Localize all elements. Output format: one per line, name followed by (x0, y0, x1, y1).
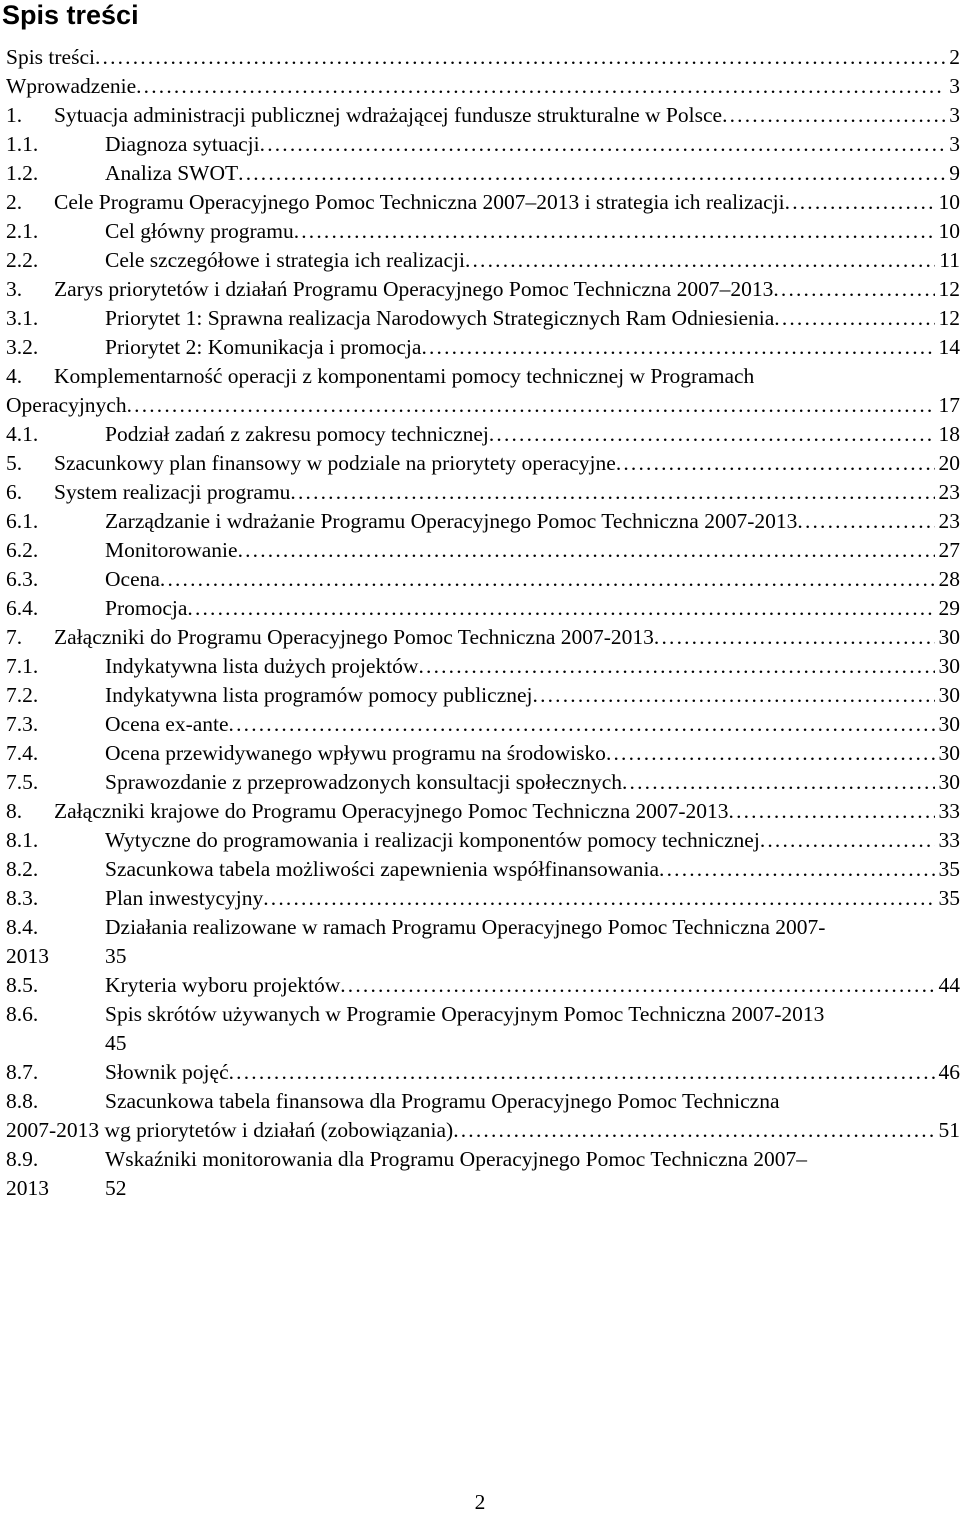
toc-entry-title: Cel główny programu (105, 219, 294, 243)
toc-entry-line (6, 333, 960, 362)
toc-entry-title: Wytyczne do programowania i realizacji komponentów pomocy technicznej (105, 828, 760, 852)
toc-leader-dots (616, 449, 935, 478)
toc-entry[interactable] (6, 333, 960, 362)
toc-entry[interactable] (6, 710, 960, 739)
toc-entry-page: 33 (938, 799, 960, 823)
toc-entry-title-continued: Operacyjnych (6, 393, 127, 417)
toc-entry-line (6, 536, 960, 565)
toc-entry-line (6, 275, 960, 304)
toc-entry-line (6, 710, 960, 739)
toc-leader-dots (294, 217, 935, 246)
toc-entry-line (6, 884, 960, 913)
toc-entry-title-continued: 2007-2013 wg priorytetów i działań (zobowiązania) (6, 1118, 454, 1142)
toc-leader-dots (421, 333, 934, 362)
toc-entry-title: Monitorowanie (105, 538, 238, 562)
toc-entry-line (6, 594, 960, 623)
toc-entry-title: Priorytet 1: Sprawna realizacja Narodowych Strategicznych Ram Odniesienia (105, 306, 775, 330)
toc-entry-line (6, 826, 960, 855)
toc-entry[interactable] (6, 652, 960, 681)
toc-entry-line (6, 913, 960, 942)
toc-entry-title: Szacunkowa tabela możliwości zapewnienia współfinansowania (105, 857, 660, 881)
toc-leader-dots (774, 304, 934, 333)
toc-entry-page: 18 (938, 422, 960, 446)
toc-entry-title: Załączniki do Programu Operacyjnego Pomoc Techniczna 2007-2013 (54, 625, 654, 649)
toc-entry-title: Załączniki krajowe do Programu Operacyjnego Pomoc Techniczna 2007-2013 (54, 799, 729, 823)
toc-entry-page: 12 (938, 306, 960, 330)
toc-entry-line (6, 362, 960, 391)
toc-entry-page: 23 (938, 509, 960, 533)
toc-entry-page: 20 (938, 451, 960, 475)
toc-entry-page: 30 (938, 741, 960, 765)
toc-entry-number: 1.1. (6, 132, 39, 156)
toc-leader-dots (489, 420, 935, 449)
toc-entry-title: Ocena ex-ante (105, 712, 229, 736)
toc-entry-page: 17 (938, 393, 960, 417)
toc-entry-continuation (6, 942, 960, 971)
toc-entry[interactable] (6, 159, 960, 188)
toc-entry-title-continued: 2013 (6, 1176, 49, 1200)
toc-entry-number: 7.5. (6, 770, 39, 794)
toc-entry-page: 52 (105, 1176, 127, 1200)
toc-leader-dots (238, 536, 935, 565)
toc-entry[interactable] (6, 797, 960, 826)
toc-entry-title: Cele Programu Operacyjnego Pomoc Techniczna 2007–2013 i strategia ich realizacji (54, 190, 785, 214)
toc-entry-title: Zarys priorytetów i działań Programu Operacyjnego Pomoc Techniczna 2007–2013 (54, 277, 774, 301)
toc-entry[interactable] (6, 913, 960, 971)
toc-entry-page: 30 (938, 770, 960, 794)
toc-entry[interactable] (6, 507, 960, 536)
toc-leader-dots (418, 652, 934, 681)
toc-entry-title: Wprowadzenie (6, 74, 137, 98)
toc-leader-dots (238, 159, 945, 188)
toc-entry-number: 1. (6, 103, 23, 127)
toc-entry-number: 8.6. (6, 1002, 39, 1026)
toc-leader-dots (229, 1058, 935, 1087)
toc-entry[interactable] (6, 855, 960, 884)
toc-leader-dots (187, 594, 934, 623)
toc-entry-number: 6. (6, 480, 23, 504)
toc-entry[interactable] (6, 246, 960, 275)
toc-leader-dots (773, 275, 934, 304)
table-of-contents (6, 43, 960, 1203)
toc-leader-dots (340, 971, 934, 1000)
toc-entry-page: 12 (938, 277, 960, 301)
toc-leader-dots (659, 855, 934, 884)
toc-entry-number: 8.8. (6, 1089, 39, 1113)
toc-entry-page: 2 (949, 45, 960, 69)
toc-entry-page: 23 (938, 480, 960, 504)
toc-leader-dots (229, 710, 935, 739)
toc-entry-page: 30 (938, 625, 960, 649)
toc-entry-line (6, 478, 960, 507)
toc-leader-dots (785, 188, 935, 217)
toc-leader-dots (127, 391, 935, 420)
toc-entry-title: Spis skrótów używanych w Programie Operacyjnym Pomoc Techniczna 2007-2013 (105, 1002, 825, 1026)
toc-entry-title: Diagnoza sytuacji (105, 132, 260, 156)
toc-entry-title: Wskaźniki monitorowania dla Programu Operacyjnego Pomoc Techniczna 2007– (105, 1147, 808, 1171)
toc-entry[interactable] (6, 594, 960, 623)
toc-entry-page: 33 (938, 828, 960, 852)
toc-entry-line (6, 797, 960, 826)
toc-leader-dots (453, 1116, 934, 1145)
toc-entry-title: Zarządzanie i wdrażanie Programu Operacyjnego Pomoc Techniczna 2007-2013 (105, 509, 798, 533)
toc-entry-number: 2.1. (6, 219, 39, 243)
toc-leader-dots (533, 681, 935, 710)
toc-entry-line (6, 1058, 960, 1087)
toc-entry-page: 35 (938, 857, 960, 881)
toc-entry-line (6, 217, 960, 246)
toc-leader-dots (260, 130, 946, 159)
toc-entry-number: 7. (6, 625, 23, 649)
toc-entry-page: 10 (938, 190, 960, 214)
toc-entry-page: 27 (938, 538, 960, 562)
toc-entry-continuation (6, 1116, 960, 1145)
toc-entry[interactable] (6, 1145, 960, 1203)
toc-entry-continuation (6, 1029, 960, 1058)
toc-entry-number: 8.3. (6, 886, 39, 910)
toc-entry-page: 30 (938, 683, 960, 707)
toc-entry-title: Indykatywna lista dużych projektów (105, 654, 419, 678)
toc-entry-line (6, 681, 960, 710)
toc-entry-line (6, 855, 960, 884)
toc-leader-dots (95, 43, 945, 72)
toc-entry-page: 28 (938, 567, 960, 591)
toc-entry-title: Sprawozdanie z przeprowadzonych konsultacji społecznych (105, 770, 622, 794)
toc-entry-number: 7.2. (6, 683, 39, 707)
page-number: 2 (474, 1490, 486, 1514)
toc-entry-number: 8.4. (6, 915, 39, 939)
toc-entry-title: Szacunkowa tabela finansowa dla Programu Operacyjnego Pomoc Techniczna (105, 1089, 780, 1113)
toc-leader-dots (465, 246, 935, 275)
toc-entry-number: 6.1. (6, 509, 39, 533)
toc-entry-number: 4.1. (6, 422, 39, 446)
toc-entry-number: 3.2. (6, 335, 39, 359)
toc-entry-line (6, 101, 960, 130)
toc-entry-title: Promocja (105, 596, 188, 620)
toc-entry-line (6, 304, 960, 333)
toc-leader-dots (290, 478, 934, 507)
toc-entry-number: 2. (6, 190, 23, 214)
toc-entry-title-continued: 2013 (6, 944, 49, 968)
toc-entry-page: 45 (105, 1031, 127, 1055)
toc-entry-page: 35 (938, 886, 960, 910)
toc-entry[interactable] (6, 275, 960, 304)
toc-entry[interactable] (6, 565, 960, 594)
toc-entry-title: Działania realizowane w ramach Programu Operacyjnego Pomoc Techniczna 2007- (105, 915, 826, 939)
toc-entry-number: 8.7. (6, 1060, 39, 1084)
toc-entry-title: Cele szczegółowe i strategia ich realizacji (105, 248, 465, 272)
toc-entry-number: 8. (6, 799, 23, 823)
toc-entry-line (6, 1145, 960, 1174)
toc-entry-title: Szacunkowy plan finansowy w podziale na priorytety operacyjne (54, 451, 616, 475)
toc-entry-line (6, 188, 960, 217)
toc-entry[interactable] (6, 188, 960, 217)
toc-entry[interactable] (6, 72, 960, 101)
toc-entry[interactable] (6, 420, 960, 449)
toc-entry-number: 7.1. (6, 654, 39, 678)
toc-entry-page: 9 (949, 161, 960, 185)
toc-entry-page: 14 (938, 335, 960, 359)
toc-entry[interactable] (6, 449, 960, 478)
toc-entry[interactable] (6, 217, 960, 246)
toc-entry-page: 11 (939, 248, 960, 272)
toc-entry[interactable] (6, 1087, 960, 1145)
toc-entry-line (6, 43, 960, 72)
toc-entry-line (6, 130, 960, 159)
toc-leader-dots (606, 739, 935, 768)
toc-entry-number: 6.2. (6, 538, 39, 562)
toc-entry-line (6, 739, 960, 768)
toc-entry-number: 8.5. (6, 973, 39, 997)
toc-entry[interactable] (6, 304, 960, 333)
toc-entry[interactable] (6, 130, 960, 159)
toc-leader-dots (622, 768, 935, 797)
toc-entry-title: Sytuacja administracji publicznej wdrażającej fundusze strukturalne w Polsce (54, 103, 723, 127)
toc-entry-page: 51 (938, 1118, 960, 1142)
toc-entry-line (6, 159, 960, 188)
toc-leader-dots (797, 507, 934, 536)
toc-leader-dots (760, 826, 935, 855)
toc-entry[interactable] (6, 826, 960, 855)
toc-entry-number: 1.2. (6, 161, 39, 185)
toc-entry[interactable] (6, 768, 960, 797)
toc-entry-line (6, 1087, 960, 1116)
toc-entry[interactable] (6, 623, 960, 652)
toc-entry-page: 10 (938, 219, 960, 243)
toc-leader-dots (160, 565, 935, 594)
toc-entry-continuation (6, 1174, 960, 1203)
toc-entry-title: Kryteria wyboru projektów (105, 973, 341, 997)
toc-entry[interactable] (6, 884, 960, 913)
toc-entry-title: Indykatywna lista programów pomocy publicznej (105, 683, 533, 707)
toc-entry[interactable] (6, 739, 960, 768)
toc-entry-title: Spis treści (6, 45, 95, 69)
toc-entry-page: 29 (938, 596, 960, 620)
toc-entry-page: 44 (938, 973, 960, 997)
toc-entry-number: 2.2. (6, 248, 39, 272)
toc-entry-page: 30 (938, 712, 960, 736)
toc-entry[interactable] (6, 1058, 960, 1087)
toc-entry[interactable] (6, 536, 960, 565)
toc-entry-title: Ocena (105, 567, 160, 591)
toc-entry[interactable] (6, 43, 960, 72)
toc-entry-page: 3 (949, 74, 960, 98)
toc-entry-number: 7.3. (6, 712, 39, 736)
toc-entry-number: 8.2. (6, 857, 39, 881)
toc-entry-line (6, 971, 960, 1000)
toc-entry-line (6, 246, 960, 275)
toc-entry-number: 4. (6, 364, 23, 388)
toc-leader-dots (729, 797, 935, 826)
toc-entry-title: Komplementarność operacji z komponentami pomocy technicznej w Programach (54, 364, 755, 388)
toc-entry-number: 3.1. (6, 306, 39, 330)
toc-entry-title: Priorytet 2: Komunikacja i promocja (105, 335, 422, 359)
toc-entry-number: 6.4. (6, 596, 39, 620)
toc-entry-line (6, 72, 960, 101)
toc-entry-line (6, 420, 960, 449)
toc-entry-number: 5. (6, 451, 23, 475)
toc-entry[interactable] (6, 971, 960, 1000)
toc-entry-title: Analiza SWOT (105, 161, 239, 185)
toc-entry-number: 6.3. (6, 567, 39, 591)
toc-leader-dots (263, 884, 934, 913)
toc-entry-number: 8.1. (6, 828, 39, 852)
toc-entry-line (6, 449, 960, 478)
toc-entry-line (6, 623, 960, 652)
toc-entry[interactable] (6, 1000, 960, 1058)
toc-entry-line (6, 768, 960, 797)
toc-leader-dots (136, 72, 945, 101)
toc-heading: Spis treści (2, 0, 139, 30)
toc-entry-page: 30 (938, 654, 960, 678)
toc-entry[interactable] (6, 478, 960, 507)
toc-entry-title: Podział zadań z zakresu pomocy technicznej (105, 422, 489, 446)
toc-entry-title: Słownik pojęć (105, 1060, 229, 1084)
toc-entry-line (6, 652, 960, 681)
toc-entry-title: Plan inwestycyjny (105, 886, 264, 910)
toc-entry-number: 8.9. (6, 1147, 39, 1171)
toc-leader-dots (722, 101, 945, 130)
toc-entry-number: 7.4. (6, 741, 39, 765)
toc-leader-dots (654, 623, 935, 652)
toc-entry[interactable] (6, 101, 960, 130)
toc-entry-line (6, 565, 960, 594)
toc-entry-line (6, 1000, 960, 1029)
toc-entry[interactable] (6, 362, 960, 420)
toc-entry-page: 3 (949, 132, 960, 156)
toc-entry[interactable] (6, 681, 960, 710)
toc-entry-title: Ocena przewidywanego wpływu programu na środowisko (105, 741, 606, 765)
toc-entry-page: 46 (938, 1060, 960, 1084)
toc-entry-number: 3. (6, 277, 23, 301)
toc-entry-page: 3 (949, 103, 960, 127)
toc-entry-continuation (6, 391, 960, 420)
toc-entry-title: System realizacji programu (54, 480, 291, 504)
toc-entry-page: 35 (105, 944, 127, 968)
toc-entry-line (6, 507, 960, 536)
